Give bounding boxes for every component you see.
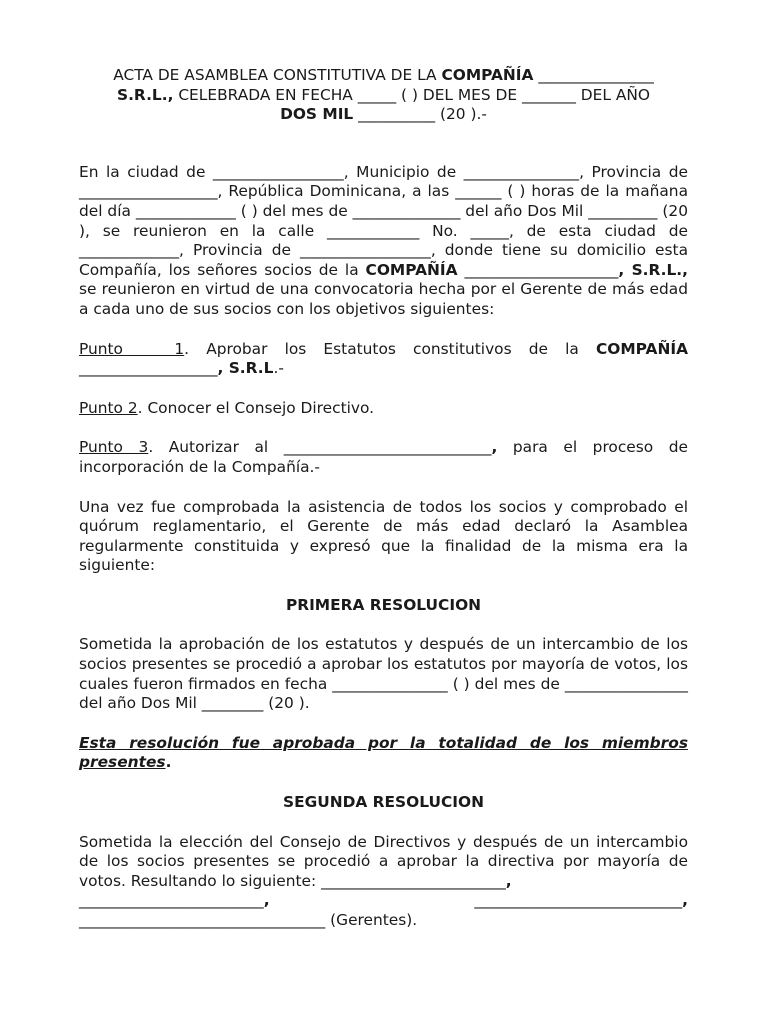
primera-resolucion-heading: PRIMERA RESOLUCION — [285, 595, 482, 614]
punto-2-text: . Conocer el Consejo Directivo. — [137, 398, 375, 417]
title-srl-label: S.R.L., — [117, 85, 174, 104]
gerente-blank-1: ________________________ — [79, 891, 264, 910]
gerente-comma-1: , — [263, 891, 270, 910]
intro-srl-label: , S.R.L., — [618, 260, 688, 279]
punto-1-end: .- — [273, 359, 284, 378]
punto-3-text-2: para el proceso de incorporación de la Compañía.- — [79, 438, 688, 476]
segunda-resolucion-body: Sometida la elección del Consejo de Directivos y después de un intercambio de los socios presentes se procedió a aprobar la directiva por mayoría de votos. Resultando lo siguiente: ________________________ — [79, 832, 688, 890]
gerentes-line-3: ________________________________ (Gerentes). — [79, 911, 418, 929]
intro-text-1: En la ciudad de _________________, Municipio de _______________, Provincia de __________________, República Dominicana, a las ______ ( ) horas de la mañana del día _____________ ( ) del mes de ______________ del año Dos Mil _________ (20 ), se reunieron en la calle ____________ No. _____, de esta ciudad de _____________, Provincia de _________________, donde tiene su domicilio esta Compañía, los señores socios de la — [79, 162, 688, 279]
title-line3-text: __________ (20 ).- — [353, 105, 487, 124]
punto-1-label: Punto 1 — [79, 339, 185, 358]
title-line2-text: CELEBRADA EN FECHA _____ ( ) DEL MES DE _______ DEL AÑO — [173, 85, 650, 104]
quorum-paragraph: Una vez fue comprobada la asistencia de todos los socios y comprobado el quórum reglamentario, el Gerente de más edad declaró la Asamblea regularmente constituida y expresó que la finalidad de la misma era la siguiente: — [79, 497, 688, 575]
punto-1-text: . Aprobar los Estatutos constitutivos de la — [184, 339, 596, 358]
intro-company-label: COMPAÑÍA — [365, 260, 458, 279]
punto-2-label: Punto 2 — [79, 398, 138, 417]
gerente-comma-2: , — [682, 891, 688, 910]
title-company-label: COMPAÑÍA — [441, 66, 534, 84]
approval-statement: Esta resolución fue aprobada por la totalidad de los miembros presentes — [79, 733, 688, 772]
title-line1-text: ACTA DE ASAMBLEA CONSTITUTIVA DE LA — [113, 66, 442, 84]
punto-1-srl: , S.R.L — [217, 359, 274, 378]
approval-period: . — [165, 753, 172, 772]
title-dos-mil-label: DOS MIL — [280, 105, 354, 124]
punto-3 — [79, 438, 688, 477]
segunda-resolucion-text — [79, 833, 688, 892]
intro-text-2: se reunieron en virtud de una convocatoria hecha por el Gerente de más edad a cada uno de sus socios con los objetivos siguientes: — [79, 280, 688, 318]
punto-1-blank: __________________ — [79, 359, 218, 378]
punto-1 — [79, 340, 688, 379]
intro-company-blank: ____________________ — [457, 260, 619, 279]
primera-resolucion-approval — [79, 734, 688, 773]
punto-3-comma: , — [491, 438, 498, 457]
gerente-blank-2: ___________________________ — [474, 891, 683, 910]
segunda-comma-1: , — [505, 871, 512, 890]
punto-2 — [79, 399, 688, 419]
intro-paragraph — [79, 163, 688, 320]
segunda-resolucion-heading: SEGUNDA RESOLUCION — [283, 793, 484, 812]
primera-resolucion-text: Sometida la aprobación de los estatutos y después de un intercambio de los socios presentes se procedió a aprobar los estatutos por mayoría de votos, los cuales fueron firmados en fecha _______________ ( ) del mes de ________________ del año Dos Mil ________ (20 ). — [79, 635, 688, 713]
gerentes-line-2 — [79, 891, 688, 911]
punto-3-text: . Autorizar al ___________________________ — [148, 438, 492, 457]
document-title — [79, 66, 688, 125]
punto-3-label: Punto 3 — [79, 438, 149, 457]
title-company-blank: _______________ — [533, 66, 654, 84]
punto-1-company: COMPAÑÍA — [595, 339, 688, 358]
